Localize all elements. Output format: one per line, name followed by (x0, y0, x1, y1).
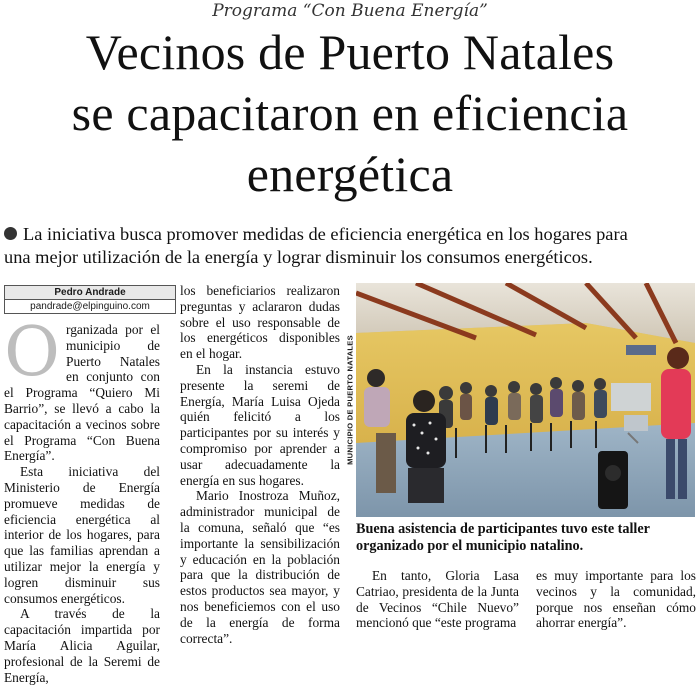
headline-line-2: se capacitaron en eficiencia (71, 85, 629, 141)
article-column-3 (356, 568, 519, 631)
workshop-photo (356, 283, 695, 517)
article-column-1 (4, 313, 160, 685)
col2-paragraph-2: En la instancia estuvo presente la seremi de Energía, María Luisa Ojeda quién felicitó a los participantes por su interés y compromiso por aprender a usar adecuadamente la energía en sus hogares. (180, 361, 340, 488)
photo-caption: Buena asistencia de participantes tuvo este taller organizado por el municipio natalino. (356, 521, 650, 554)
col2-paragraph-3: Mario Inostroza Muñoz, administrador municipal de la comuna, señaló que “es importante la sensibilización y educación en la población para que la distribución de estos productos sea mayor, y nos beneficiemos con el uso de la energía de forma correcta”. (180, 488, 340, 646)
photo-credit: MUNICIPIO DE PUERTO NATALES (345, 335, 355, 465)
bullet-dot-icon (4, 227, 17, 240)
col3-paragraph-1: En tanto, Gloria Lasa Catriao, presidenta de la Junta de Vecinos “Chile Nuevo” mencionó que “este programa (356, 568, 519, 631)
col2-paragraph-1: los beneficiarios realizaron preguntas y aclararon dudas sobre el uso responsable de los energéticos disponibles en el hogar. (180, 283, 340, 362)
headline (0, 22, 700, 205)
col1-paragraph-1: rganizada por el municipio de Puerto Natales en conjunto con el Programa “Quiero Mi Barrio”, se llevó a cabo la capacitación a vecinos sobre el Programa “Con Buena Energía”. (4, 322, 160, 464)
lead-line-1: La iniciativa busca promover medidas de eficiencia energética en los hogares para (23, 224, 628, 244)
headline-line-3: energética (246, 146, 454, 202)
article-column-4 (536, 568, 696, 631)
col4-paragraph-1: es muy importante para los vecinos y la comunidad, porque nos enseñan cómo ahorrar energía”. (536, 568, 696, 631)
lead-line-2: una mejor utilización de la energía y lograr disminuir los consumos energéticos. (4, 247, 593, 267)
col1-paragraph-2: Esta iniciativa del Ministerio de Energía promueve medidas de eficiencia energética al interior de los hogares, para que las familias aprendan a utilizar mejor la energía y logren disminuir sus consumos energéticos. (4, 464, 160, 606)
col1-paragraph-3: A través de la capacitación impartida por María Alicia Aguilar, profesional de la Seremi de Energía, (4, 606, 160, 685)
author-email[interactable]: pandrade@elpinguino.com (30, 301, 150, 312)
workshop-photo-illustration (356, 283, 695, 517)
byline-box (4, 285, 176, 314)
headline-line-1: Vecinos de Puerto Natales (85, 24, 615, 80)
drop-cap: O (4, 313, 60, 392)
section-kicker: Programa “Con Buena Energía” (212, 1, 488, 21)
lead-paragraph (4, 223, 694, 269)
author-name: Pedro Andrade (5, 286, 175, 300)
article-column-2 (180, 283, 340, 646)
